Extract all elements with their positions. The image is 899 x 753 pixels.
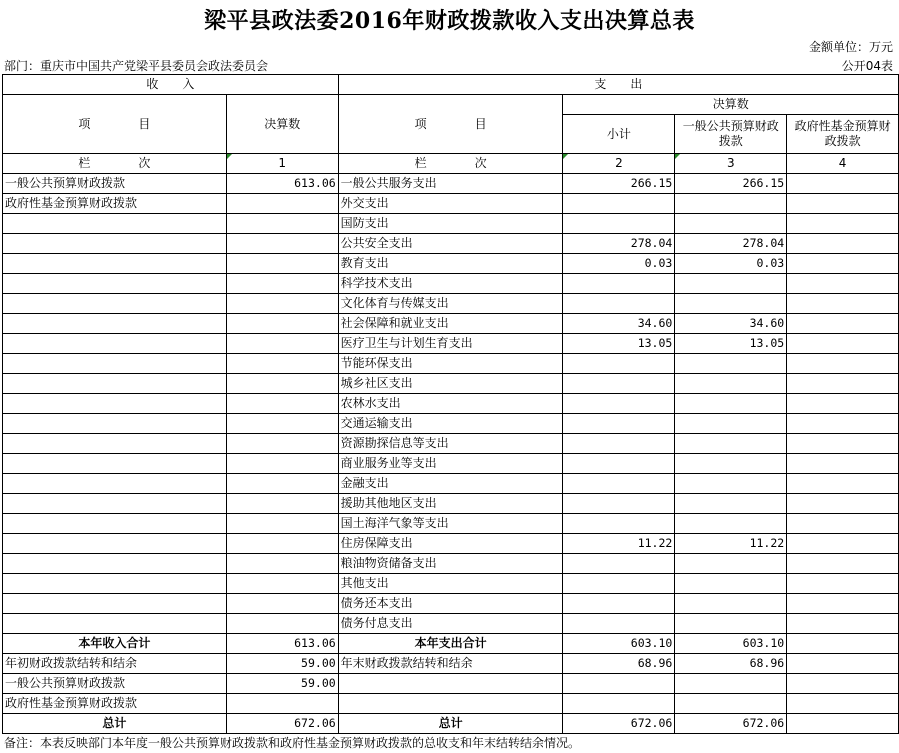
begin-balance-label: 年初财政拨款结转和结余 bbox=[3, 654, 227, 674]
income-value-cell bbox=[226, 234, 338, 254]
gov-fund-cell bbox=[787, 394, 899, 414]
subtotal-cell bbox=[563, 354, 675, 374]
expense-total-label: 本年支出合计 bbox=[338, 634, 563, 654]
grand-total-subtotal: 672.06 bbox=[563, 714, 675, 734]
expense-total-subtotal: 603.10 bbox=[563, 634, 675, 654]
income-value-cell: 613.06 bbox=[226, 174, 338, 194]
general-budget-cell: 0.03 bbox=[675, 254, 787, 274]
gov-fund-cell bbox=[787, 314, 899, 334]
expense-item-cell: 其他支出 bbox=[338, 574, 563, 594]
grand-total-income-label: 总计 bbox=[3, 714, 227, 734]
grand-total-expense-label: 总计 bbox=[338, 714, 563, 734]
general-budget-cell bbox=[675, 214, 787, 234]
general-budget-cell: 278.04 bbox=[675, 234, 787, 254]
income-value-cell bbox=[226, 254, 338, 274]
income-item-header: 项 目 bbox=[3, 95, 227, 154]
income-item-cell bbox=[3, 614, 227, 634]
table-row bbox=[3, 514, 899, 534]
col-label-expense: 栏 次 bbox=[338, 154, 563, 174]
general-budget-cell bbox=[675, 394, 787, 414]
income-item-cell bbox=[3, 394, 227, 414]
table-row bbox=[3, 414, 899, 434]
table-row bbox=[3, 434, 899, 454]
subtotal-cell bbox=[563, 454, 675, 474]
income-item-cell bbox=[3, 294, 227, 314]
income-value-cell bbox=[226, 574, 338, 594]
department-label: 部门：重庆市中国共产党梁平县委员会政法委员会 bbox=[4, 59, 269, 73]
income-header: 收 入 bbox=[3, 75, 339, 95]
expense-item-cell: 粮油物资储备支出 bbox=[338, 554, 563, 574]
general-budget-cell bbox=[675, 614, 787, 634]
subtotal-cell bbox=[563, 514, 675, 534]
income-item-cell bbox=[3, 334, 227, 354]
income-item-cell bbox=[3, 374, 227, 394]
general-budget-cell bbox=[675, 454, 787, 474]
income-value-cell bbox=[226, 454, 338, 474]
income-item-cell bbox=[3, 514, 227, 534]
gov-fund-cell bbox=[787, 174, 899, 194]
table-row bbox=[3, 214, 899, 234]
table-row bbox=[3, 494, 899, 514]
subtotal-cell bbox=[563, 194, 675, 214]
table-row bbox=[3, 574, 899, 594]
subtotal-cell: 266.15 bbox=[563, 174, 675, 194]
general-budget-cell bbox=[675, 354, 787, 374]
income-value-cell bbox=[226, 294, 338, 314]
final-amount-group-header: 决算数 bbox=[563, 95, 899, 115]
gov-fund-cell bbox=[787, 414, 899, 434]
begin-general-label: 一般公共预算财政拨款 bbox=[3, 674, 227, 694]
general-budget-cell: 34.60 bbox=[675, 314, 787, 334]
gov-fund-header: 政府性基金预算财政拨款 bbox=[787, 115, 899, 154]
income-value-cell bbox=[226, 394, 338, 414]
expense-item-cell: 国土海洋气象等支出 bbox=[338, 514, 563, 534]
subtotal-cell: 278.04 bbox=[563, 234, 675, 254]
income-value-cell bbox=[226, 594, 338, 614]
income-item-cell bbox=[3, 454, 227, 474]
general-budget-cell bbox=[675, 274, 787, 294]
income-item-cell bbox=[3, 214, 227, 234]
col-number-1: 1 bbox=[226, 154, 338, 174]
general-budget-cell: 11.22 bbox=[675, 534, 787, 554]
table-row bbox=[3, 614, 899, 634]
gov-fund-cell bbox=[787, 294, 899, 314]
expense-item-cell: 资源勘探信息等支出 bbox=[338, 434, 563, 454]
table-row bbox=[3, 534, 899, 554]
income-item-cell bbox=[3, 434, 227, 454]
subtotal-cell bbox=[563, 374, 675, 394]
subtotal-cell bbox=[563, 414, 675, 434]
expense-item-cell: 债务付息支出 bbox=[338, 614, 563, 634]
income-value-cell bbox=[226, 614, 338, 634]
gov-fund-cell bbox=[787, 594, 899, 614]
col-number-3: 3 bbox=[675, 154, 787, 174]
amount-unit: 金额单位：万元 bbox=[808, 40, 893, 54]
income-item-cell bbox=[3, 474, 227, 494]
expense-item-cell: 商业服务业等支出 bbox=[338, 454, 563, 474]
gov-fund-cell bbox=[787, 454, 899, 474]
subtotal-cell bbox=[563, 554, 675, 574]
income-value-cell bbox=[226, 494, 338, 514]
expense-item-cell: 城乡社区支出 bbox=[338, 374, 563, 394]
begin-fund-label: 政府性基金预算财政拨款 bbox=[3, 694, 227, 714]
table-row bbox=[3, 354, 899, 374]
expense-item-cell: 医疗卫生与计划生育支出 bbox=[338, 334, 563, 354]
general-budget-cell bbox=[675, 374, 787, 394]
expense-item-cell: 文化体育与传媒支出 bbox=[338, 294, 563, 314]
subtotal-cell bbox=[563, 214, 675, 234]
general-budget-cell bbox=[675, 194, 787, 214]
begin-general-value: 59.00 bbox=[226, 674, 338, 694]
expense-item-cell: 教育支出 bbox=[338, 254, 563, 274]
income-item-cell bbox=[3, 494, 227, 514]
subtotal-cell bbox=[563, 474, 675, 494]
income-value-cell bbox=[226, 374, 338, 394]
end-balance-fund bbox=[787, 654, 899, 674]
gov-fund-cell bbox=[787, 434, 899, 454]
end-balance-subtotal: 68.96 bbox=[563, 654, 675, 674]
expense-item-cell: 交通运输支出 bbox=[338, 414, 563, 434]
income-item-cell bbox=[3, 254, 227, 274]
general-budget-cell: 266.15 bbox=[675, 174, 787, 194]
subtotal-cell bbox=[563, 594, 675, 614]
subtotal-cell bbox=[563, 614, 675, 634]
income-item-cell bbox=[3, 274, 227, 294]
subtotal-header: 小计 bbox=[563, 115, 675, 154]
subtotal-cell bbox=[563, 274, 675, 294]
income-item-cell: 政府性基金预算财政拨款 bbox=[3, 194, 227, 214]
expense-header: 支 出 bbox=[338, 75, 898, 95]
income-item-cell: 一般公共预算财政拨款 bbox=[3, 174, 227, 194]
table-row bbox=[3, 474, 899, 494]
subtotal-cell bbox=[563, 434, 675, 454]
expense-item-cell: 农林水支出 bbox=[338, 394, 563, 414]
begin-balance-value: 59.00 bbox=[226, 654, 338, 674]
expense-item-header: 项 目 bbox=[338, 95, 563, 154]
general-budget-cell bbox=[675, 414, 787, 434]
gov-fund-cell bbox=[787, 214, 899, 234]
gov-fund-cell bbox=[787, 614, 899, 634]
general-budget-cell bbox=[675, 494, 787, 514]
grand-total-income-value: 672.06 bbox=[226, 714, 338, 734]
income-item-cell bbox=[3, 354, 227, 374]
col-number-4: 4 bbox=[787, 154, 899, 174]
expense-item-cell: 节能环保支出 bbox=[338, 354, 563, 374]
income-item-cell bbox=[3, 534, 227, 554]
subtotal-cell bbox=[563, 294, 675, 314]
income-item-cell bbox=[3, 594, 227, 614]
table-row bbox=[3, 554, 899, 574]
form-number: 公开04表 bbox=[841, 59, 893, 73]
footnote: 备注：本表反映部门本年度一般公共预算财政拨款和政府性基金预算财政拨款的总收支和年末结转结余情况。 bbox=[4, 736, 581, 750]
subtotal-cell: 11.22 bbox=[563, 534, 675, 554]
income-item-cell bbox=[3, 234, 227, 254]
col-number-2: 2 bbox=[563, 154, 675, 174]
subtotal-cell bbox=[563, 574, 675, 594]
page-title: 梁平县政法委2016年财政拨款收入支出决算总表 bbox=[204, 8, 695, 34]
table-row bbox=[3, 194, 899, 214]
income-item-cell bbox=[3, 314, 227, 334]
table-row bbox=[3, 294, 899, 314]
income-value-cell bbox=[226, 354, 338, 374]
expense-item-cell: 一般公共服务支出 bbox=[338, 174, 563, 194]
subtotal-cell bbox=[563, 494, 675, 514]
expense-item-cell: 社会保障和就业支出 bbox=[338, 314, 563, 334]
general-budget-cell bbox=[675, 514, 787, 534]
table-row bbox=[3, 394, 899, 414]
expense-total-fund bbox=[787, 634, 899, 654]
general-budget-cell: 13.05 bbox=[675, 334, 787, 354]
income-item-cell bbox=[3, 414, 227, 434]
general-budget-cell bbox=[675, 574, 787, 594]
expense-item-cell: 外交支出 bbox=[338, 194, 563, 214]
general-budget-header: 一般公共预算财政拨款 bbox=[675, 115, 787, 154]
gov-fund-cell bbox=[787, 234, 899, 254]
grand-total-general: 672.06 bbox=[675, 714, 787, 734]
subtotal-cell bbox=[563, 394, 675, 414]
table-row bbox=[3, 174, 899, 194]
subtotal-cell: 34.60 bbox=[563, 314, 675, 334]
general-budget-cell bbox=[675, 294, 787, 314]
table-row bbox=[3, 274, 899, 294]
expense-item-cell: 公共安全支出 bbox=[338, 234, 563, 254]
budget-table bbox=[2, 74, 899, 734]
gov-fund-cell bbox=[787, 374, 899, 394]
gov-fund-cell bbox=[787, 554, 899, 574]
income-item-cell bbox=[3, 574, 227, 594]
income-value-cell bbox=[226, 214, 338, 234]
gov-fund-cell bbox=[787, 254, 899, 274]
expense-item-cell: 援助其他地区支出 bbox=[338, 494, 563, 514]
table-row bbox=[3, 234, 899, 254]
income-value-cell bbox=[226, 274, 338, 294]
income-amount-header: 决算数 bbox=[226, 95, 338, 154]
income-value-cell bbox=[226, 534, 338, 554]
gov-fund-cell bbox=[787, 574, 899, 594]
table-row bbox=[3, 374, 899, 394]
table-row bbox=[3, 254, 899, 274]
income-value-cell bbox=[226, 434, 338, 454]
income-value-cell bbox=[226, 514, 338, 534]
end-balance-label: 年末财政拨款结转和结余 bbox=[338, 654, 563, 674]
col-label-income: 栏 次 bbox=[3, 154, 227, 174]
table-row bbox=[3, 334, 899, 354]
general-budget-cell bbox=[675, 474, 787, 494]
table-row bbox=[3, 594, 899, 614]
general-budget-cell bbox=[675, 554, 787, 574]
income-total-value: 613.06 bbox=[226, 634, 338, 654]
income-value-cell bbox=[226, 554, 338, 574]
expense-item-cell: 科学技术支出 bbox=[338, 274, 563, 294]
general-budget-cell bbox=[675, 434, 787, 454]
gov-fund-cell bbox=[787, 274, 899, 294]
income-item-cell bbox=[3, 554, 227, 574]
grand-total-fund bbox=[787, 714, 899, 734]
expense-item-cell: 国防支出 bbox=[338, 214, 563, 234]
income-value-cell bbox=[226, 314, 338, 334]
expense-item-cell: 金融支出 bbox=[338, 474, 563, 494]
income-value-cell bbox=[226, 194, 338, 214]
income-total-label: 本年收入合计 bbox=[3, 634, 227, 654]
gov-fund-cell bbox=[787, 354, 899, 374]
gov-fund-cell bbox=[787, 474, 899, 494]
gov-fund-cell bbox=[787, 534, 899, 554]
expense-item-cell: 债务还本支出 bbox=[338, 594, 563, 614]
end-balance-general: 68.96 bbox=[675, 654, 787, 674]
table-row bbox=[3, 314, 899, 334]
gov-fund-cell bbox=[787, 194, 899, 214]
table-row bbox=[3, 454, 899, 474]
general-budget-cell bbox=[675, 594, 787, 614]
subtotal-cell: 13.05 bbox=[563, 334, 675, 354]
expense-total-general: 603.10 bbox=[675, 634, 787, 654]
gov-fund-cell bbox=[787, 514, 899, 534]
expense-item-cell: 住房保障支出 bbox=[338, 534, 563, 554]
gov-fund-cell bbox=[787, 494, 899, 514]
income-value-cell bbox=[226, 414, 338, 434]
subtotal-cell: 0.03 bbox=[563, 254, 675, 274]
gov-fund-cell bbox=[787, 334, 899, 354]
income-value-cell bbox=[226, 334, 338, 354]
income-value-cell bbox=[226, 474, 338, 494]
